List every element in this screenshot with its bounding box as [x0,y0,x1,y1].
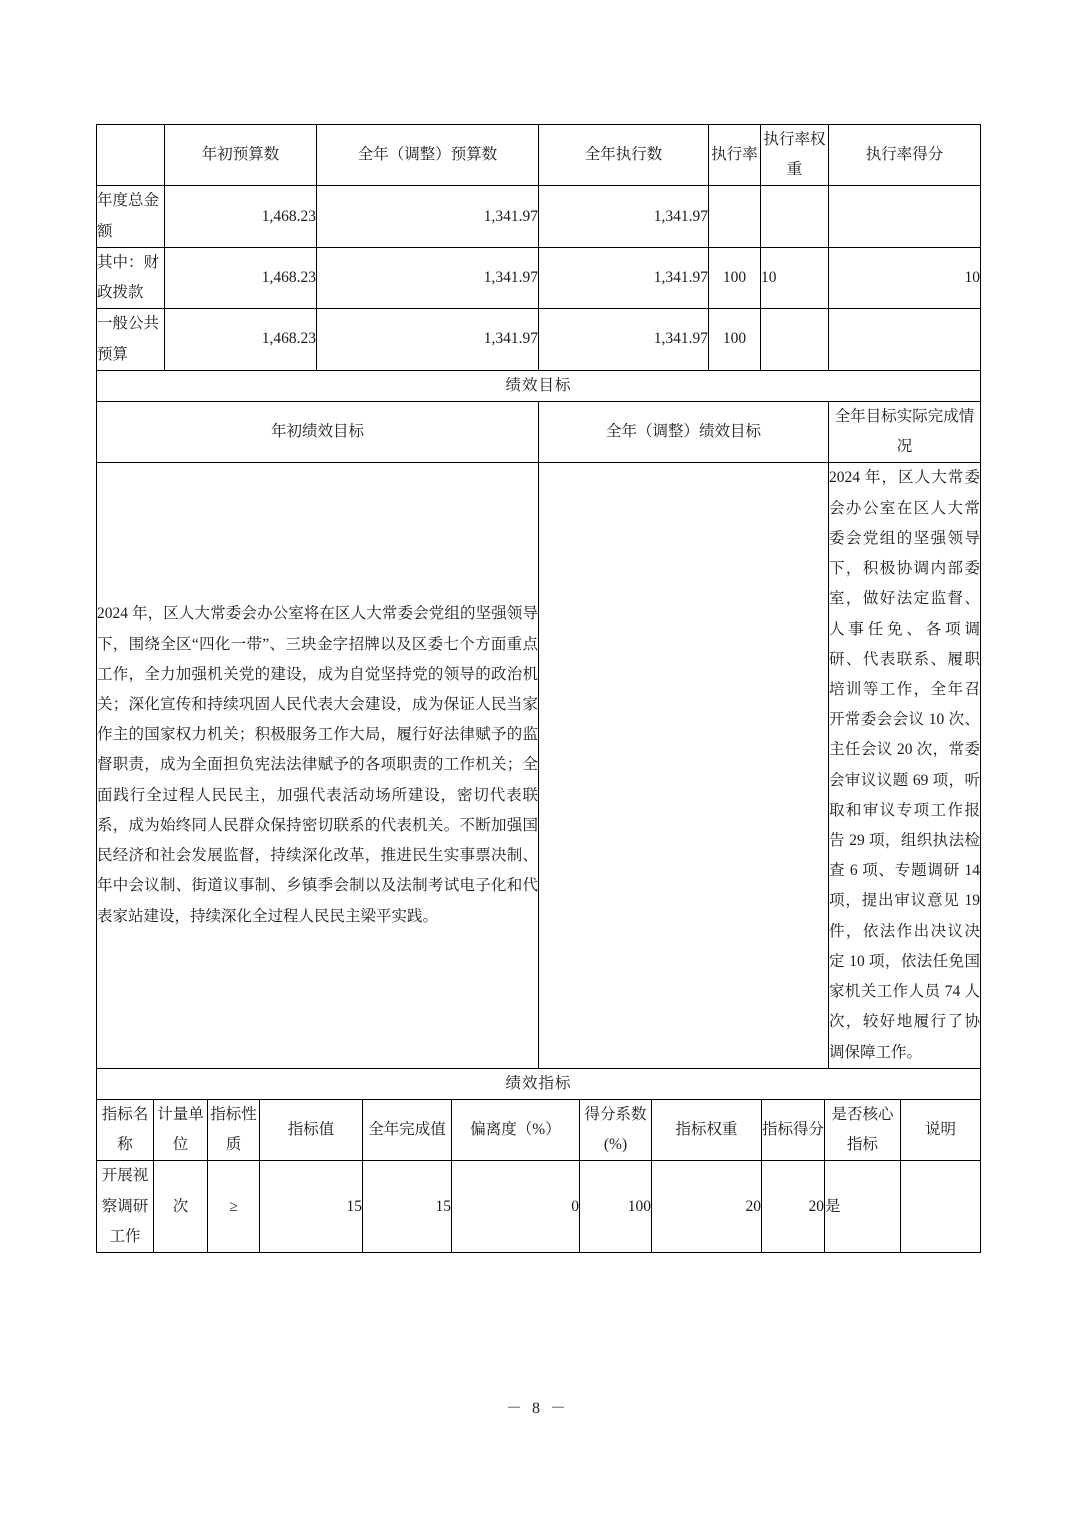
table-row [97,1161,981,1253]
goals-header-initial: 年初绩效目标 [97,401,539,462]
budget-row-label-total: 年度总金额 [97,186,165,247]
budget-row-label-general-public: 一般公共预算 [97,309,165,370]
goals-text-adjusted [539,463,829,1068]
indicator-cell-weight: 20 [652,1161,762,1253]
budget-cell-adjusted-budget: 1,341.97 [317,309,539,370]
page-number: － 8 － [505,1400,569,1417]
goals-text-initial: 2024 年，区人大常委会办公室将在区人大常委会党组的坚强领导下，围绕全区“四化一带”、三块金字招牌以及区委七个方面重点工作，全力加强机关党的建设，成为自觉坚持党的领导的政治机关；深化宣传和持续巩固人民代表大会建设，成为保证人民当家作主的国家权力机关；积极服务工作大局，履行好法律赋予的监督职责，成为全面担负宪法法律赋予的各项职责的工作机关；全面践行全过程人民民主，加强代表活动场所建设，密切代表联系，成为始终同人民群众保持密切联系的代表机关。不断加强国民经济和社会发展监督，持续深化改革，推进民生实事票决制、年中会议制、街道议事制、乡镇季会制以及法制考试电子化和代表家站建设，持续深化全过程人民民主梁平实践。 [97,463,539,1068]
indicator-header-weight: 指标权重 [652,1100,762,1161]
performance-table [96,124,981,1100]
budget-cell-executed: 1,341.97 [539,186,709,247]
budget-header-blank [97,125,165,186]
indicator-header-score-coefficient: 得分系数(%) [580,1100,652,1161]
budget-performance-sheet [96,124,980,1253]
budget-cell-begin-budget: 1,468.23 [165,247,317,308]
budget-cell-adjusted-budget: 1,341.97 [317,247,539,308]
indicator-cell-nature: ≥ [208,1161,260,1253]
budget-cell-exec-rate-score [829,309,981,370]
budget-cell-exec-rate-weight [761,309,829,370]
budget-row-label-fiscal: 其中：财政拨款 [97,247,165,308]
budget-cell-exec-rate-score [829,186,981,247]
budget-header-exec-rate-score: 执行率得分 [829,125,981,186]
indicator-cell-deviation: 0 [452,1161,580,1253]
performance-goals-banner-row [97,370,981,401]
indicators-header-row [97,1100,981,1161]
performance-goals-banner: 绩效目标 [97,370,981,401]
performance-goals-header-row [97,401,981,462]
indicator-cell-score: 20 [762,1161,825,1253]
performance-indicators-table [96,1099,981,1253]
budget-header-row [97,125,981,186]
budget-cell-begin-budget: 1,468.23 [165,186,317,247]
performance-goals-body-row [97,463,981,1068]
budget-header-begin-budget: 年初预算数 [165,125,317,186]
indicator-header-nature: 指标性质 [208,1100,260,1161]
budget-header-executed: 全年执行数 [539,125,709,186]
table-row [97,186,981,247]
indicator-header-target-value: 指标值 [260,1100,363,1161]
budget-cell-exec-rate: 100 [709,309,761,370]
performance-indicators-banner: 绩效指标 [97,1068,981,1099]
indicator-cell-target-value: 15 [260,1161,363,1253]
indicator-header-is-core: 是否核心指标 [825,1100,901,1161]
indicator-header-score: 指标得分 [762,1100,825,1161]
budget-cell-exec-rate: 100 [709,247,761,308]
indicator-cell-is-core: 是 [825,1161,901,1253]
budget-cell-exec-rate-weight [761,186,829,247]
budget-cell-executed: 1,341.97 [539,309,709,370]
indicator-header-remark: 说明 [901,1100,981,1161]
indicator-header-deviation: 偏离度（%） [452,1100,580,1161]
budget-cell-executed: 1,341.97 [539,247,709,308]
indicator-header-unit: 计量单位 [154,1100,208,1161]
budget-cell-exec-rate-weight: 10 [761,247,829,308]
budget-cell-begin-budget: 1,468.23 [165,309,317,370]
goals-header-actual: 全年目标实际完成情况 [829,401,981,462]
indicator-header-name: 指标名称 [97,1100,154,1161]
budget-cell-exec-rate-score: 10 [829,247,981,308]
indicator-header-actual-value: 全年完成值 [363,1100,452,1161]
performance-indicators-banner-row [97,1068,981,1099]
budget-header-exec-rate-weight: 执行率权重 [761,125,829,186]
goals-text-actual: 2024 年，区人大常委会办公室在区人大常委会党组的坚强领导下，积极协调内部委室，做好法定监督、人事任免、各项调研、代表联系、履职培训等工作，全年召开常委会会议 10 次、主任会议 20 次，常委会审议议题 69 项，听取和审议专项工作报告 29 项，组织执法检查 6 项、专题调研 14 项，提出审议意见 19 件，依法作出决议决定 10 项，依法任免国家机关工作人员 74 人次，较好地履行了协调保障工作。 [829,463,981,1068]
goals-header-adjusted: 全年（调整）绩效目标 [539,401,829,462]
table-row [97,247,981,308]
indicator-cell-score-coefficient: 100 [580,1161,652,1253]
indicator-cell-name: 开展视察调研工作 [97,1161,154,1253]
budget-cell-exec-rate [709,186,761,247]
indicator-cell-remark [901,1161,981,1253]
indicator-cell-unit: 次 [154,1161,208,1253]
budget-header-exec-rate: 执行率 [709,125,761,186]
budget-header-adjusted-budget: 全年（调整）预算数 [317,125,539,186]
budget-cell-adjusted-budget: 1,341.97 [317,186,539,247]
indicator-cell-actual-value: 15 [363,1161,452,1253]
table-row [97,309,981,370]
